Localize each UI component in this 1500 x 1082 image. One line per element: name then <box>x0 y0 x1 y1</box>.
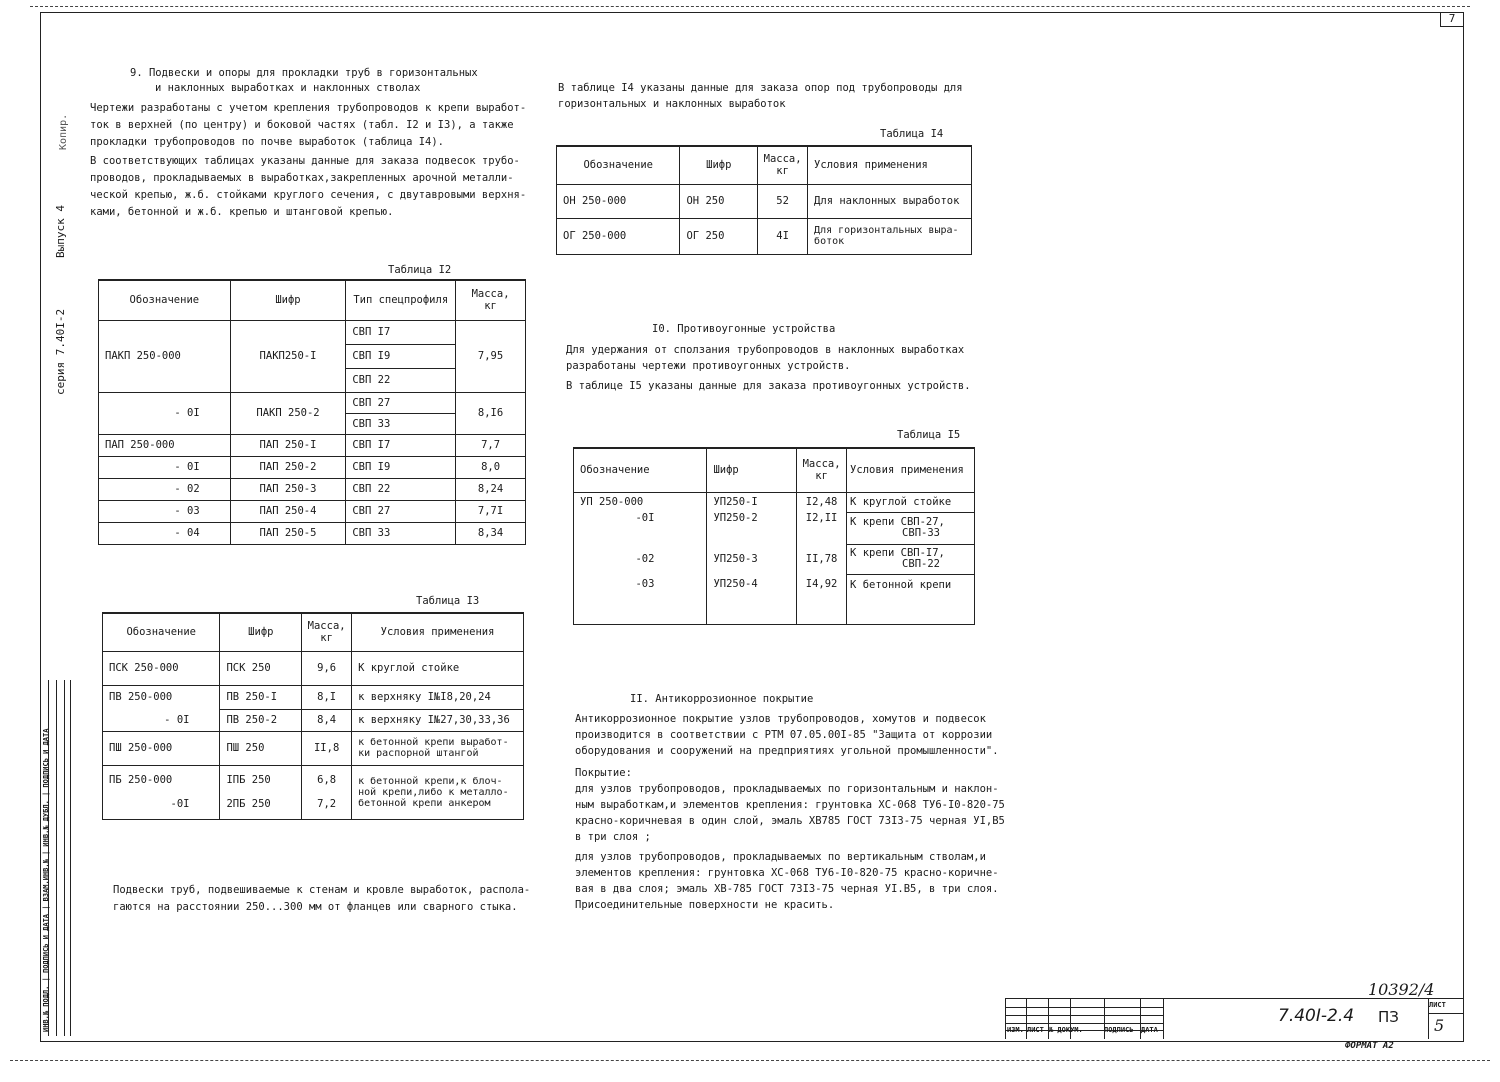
stamp-header-sheet: ЛИСТ <box>1027 1026 1044 1034</box>
t12-r5-designation: - 02 <box>99 478 231 500</box>
t12-r3-mass: 7,7 <box>456 434 526 456</box>
t15-header-designation: Обозначение <box>574 448 707 492</box>
t12-r2-profile-1: СВП 27 <box>346 392 456 413</box>
t13-r2-mass: 8,I <box>302 685 352 709</box>
t12-r2-designation: - 0I <box>99 392 231 434</box>
t14-r1-mass: 52 <box>758 184 808 218</box>
section-9-para1-line2: ток в верхней (по центру) и боковой частях (табл. I2 и I3), а также <box>90 119 514 131</box>
t14-r1-code: ОН 250 <box>680 184 758 218</box>
section-11-para1-line3: оборудования и сооружений на предприятиях угольной промышленности". <box>575 745 999 757</box>
section-9-para2-line3: ческой крепью, ж.б. стойками круглого сечения, с двутавровыми верхня- <box>90 189 527 201</box>
t13-r2-conditions: к верхняку I№I8,20,24 <box>352 685 524 709</box>
t15-r2-code: УП250-2 <box>707 512 797 544</box>
t12-r6-profile: СВП 27 <box>346 500 456 522</box>
section-9-para2-line4: ками, бетонной и ж.б. крепью и штанговой крепью. <box>90 206 394 218</box>
section-11-para1-line2: производится в соответствии с РТМ 07.05.00I-85 "Защита от коррозии <box>575 729 993 741</box>
hanger-note-line2: гаются на расстоянии 250...300 мм от фланцев или сварного стыка. <box>113 901 518 913</box>
t12-r1-profile-2: СВП I9 <box>346 344 456 368</box>
t13-r3-conditions: к верхняку I№27,30,33,36 <box>352 709 524 731</box>
t15-header-conditions: Условия применения <box>847 448 975 492</box>
t15-r2-cond-1: К крепи СВП-27, <box>850 516 945 528</box>
t12-r2-profile-2: СВП 33 <box>346 413 456 434</box>
t12-r6-designation: - 03 <box>99 500 231 522</box>
t12-r2-code: ПАКП 250-2 <box>230 392 346 434</box>
t12-r1-code: ПАКП250-I <box>230 320 346 392</box>
t13-header-code: Шифр <box>220 613 302 651</box>
section-9-para2-line2: проводов, прокладываемых в выработках,закрепленных арочной металли- <box>90 172 514 184</box>
t13-r4-mass: II,8 <box>302 731 352 765</box>
t13-header-mass: Масса, кг <box>302 613 352 651</box>
t15-r3-mass: II,78 <box>797 544 847 574</box>
section-11-para3-line1: для узлов трубопроводов, прокладываемых по вертикальным стволам,и <box>575 851 986 863</box>
table-14-intro-line1: В таблице I4 указаны данные для заказа опор под трубопроводы для <box>558 82 963 94</box>
section-10-para1-line1: Для удержания от сползания трубопроводов в наклонных выработках <box>566 344 965 356</box>
t13-r3-mass: 8,4 <box>302 709 352 731</box>
table-14 <box>556 145 972 255</box>
inventory-number: 10392/4 <box>1368 980 1435 999</box>
table-15 <box>573 447 975 625</box>
t13-r3-code: ПВ 250-2 <box>220 709 302 731</box>
t13-r5-code <box>220 765 302 819</box>
section-11-title: II. Антикоррозионное покрытие <box>630 693 814 705</box>
t12-header-designation: Обозначение <box>99 280 231 320</box>
t15-r1-designation: УП 250-000 <box>574 492 707 512</box>
t15-r3-designation: -02 <box>574 544 707 574</box>
table-15-caption: Таблица I5 <box>897 429 961 441</box>
top-trim-line <box>30 6 1470 7</box>
t13-r5-code-2: 2ПБ 250 <box>226 798 271 810</box>
t12-r7-mass: 8,34 <box>456 522 526 544</box>
t12-r1-profile-1: СВП I7 <box>346 320 456 344</box>
t12-r1-designation: ПАКП 250-000 <box>99 320 231 392</box>
t12-r4-code: ПАП 250-2 <box>230 456 346 478</box>
t13-r4-conditions <box>352 731 524 765</box>
table-14-caption: Таблица I4 <box>880 128 944 140</box>
t12-r5-mass: 8,24 <box>456 478 526 500</box>
t15-r3-cond-1: К крепи СВП-I7, <box>850 547 945 559</box>
t15-r3-code: УП250-3 <box>707 544 797 574</box>
left-series-label: серия 7.40I-2 <box>54 308 67 395</box>
t15-r3-conditions <box>847 544 975 574</box>
section-11-para3-line2: элементов крепления: грунтовка ХС-068 ТУ6-I0-820-75 красно-коричне- <box>575 867 999 879</box>
t15-r4-code: УП250-4 <box>707 574 797 624</box>
t13-r5-mass-2: 7,2 <box>317 798 337 810</box>
t15-r2-mass: I2,II <box>797 512 847 544</box>
t12-header-profile: Тип спецпрофиля <box>346 280 456 320</box>
bottom-trim-line <box>10 1060 1490 1061</box>
hanger-note-line1: Подвески труб, подвешиваемые к стенам и кровле выработок, распола- <box>113 884 531 896</box>
t13-r2-designation: ПВ 250-000 <box>103 685 220 709</box>
section-11-para3-line4: Присоединительные поверхности не красить. <box>575 899 835 911</box>
t15-r1-conditions: К круглой стойке <box>847 492 975 512</box>
section-11-para2-line3: красно-коричневая в один слой, эмаль ХВ785 ГОСТ 73I3-75 черная УI,В5 <box>575 815 1005 827</box>
t13-r2-code: ПВ 250-I <box>220 685 302 709</box>
t13-r5-conditions <box>352 765 524 819</box>
t12-r7-designation: - 04 <box>99 522 231 544</box>
section-9-title-line1: 9. Подвески и опоры для прокладки труб в горизонтальных <box>130 67 478 79</box>
stamp-header-date: ДАТА <box>1141 1026 1158 1034</box>
t15-r1-mass: I2,48 <box>797 492 847 512</box>
document-type: ПЗ <box>1378 1008 1399 1026</box>
t12-r4-mass: 8,0 <box>456 456 526 478</box>
t13-r1-designation: ПСК 250-000 <box>103 651 220 685</box>
format-label: ФОРМАТ А2 <box>1345 1041 1394 1051</box>
section-10-para1-line2: разработаны чертежи противоугонных устройств. <box>566 360 851 372</box>
stamp-header-docnum: № ДОКУМ. <box>1049 1026 1083 1034</box>
t14-r1-conditions: Для наклонных выработок <box>808 184 972 218</box>
t12-r7-profile: СВП 33 <box>346 522 456 544</box>
t15-r2-conditions <box>847 512 975 544</box>
t15-header-code: Шифр <box>707 448 797 492</box>
t12-r5-code: ПАП 250-3 <box>230 478 346 500</box>
t15-r1-code: УП250-I <box>707 492 797 512</box>
t14-header-code: Шифр <box>680 146 758 184</box>
t14-r2-cond-1: Для горизонтальных выра- <box>814 225 959 236</box>
t13-r5-cond-3: бетонной крепи анкером <box>358 797 491 809</box>
t12-r7-code: ПАП 250-5 <box>230 522 346 544</box>
t13-header-designation: Обозначение <box>103 613 220 651</box>
table-13-caption: Таблица I3 <box>416 595 480 607</box>
t15-r4-designation: -03 <box>574 574 707 624</box>
section-10-title: I0. Противоугонные устройства <box>652 323 836 335</box>
t15-r3-cond-2: СВП-22 <box>902 558 940 570</box>
section-10-para2: В таблице I5 указаны данные для заказа противоугонных устройств. <box>566 380 971 392</box>
t14-header-designation: Обозначение <box>557 146 680 184</box>
t13-r5-designation <box>103 765 220 819</box>
table-12-caption: Таблица I2 <box>388 264 452 276</box>
t12-r6-mass: 7,7I <box>456 500 526 522</box>
t12-r6-code: ПАП 250-4 <box>230 500 346 522</box>
section-9-title-line2: и наклонных выработках и наклонных стволах <box>155 82 421 94</box>
t14-r2-conditions <box>808 218 972 254</box>
left-copy-label: Копир. <box>58 113 69 150</box>
t13-r1-mass: 9,6 <box>302 651 352 685</box>
t15-header-mass: Масса, кг <box>797 448 847 492</box>
t15-r4-conditions: К бетонной крепи <box>847 574 975 624</box>
t13-r4-conditions-l1: к бетонной крепи выработ- <box>358 737 509 748</box>
t13-r4-code: ПШ 250 <box>220 731 302 765</box>
t12-r3-designation: ПАП 250-000 <box>99 434 231 456</box>
t12-r5-profile: СВП 22 <box>346 478 456 500</box>
t13-r1-conditions: К круглой стойке <box>352 651 524 685</box>
t13-r4-designation: ПШ 250-000 <box>103 731 220 765</box>
section-11-para2-line1: для узлов трубопроводов, прокладываемых по горизонтальным и наклон- <box>575 783 999 795</box>
corner-number-box: 7 <box>1440 12 1463 27</box>
sheet-number: 5 <box>1434 1016 1445 1035</box>
side-stamp-labels: ИНВ.№ ПОДЛ. | ПОДПИСЬ И ДАТА | ВЗАМ.ИНВ.№ | ИНВ.№ ДУБЛ. | ПОДПИСЬ И ДАТА <box>42 728 50 1032</box>
t12-header-mass: Масса, кг <box>456 280 526 320</box>
t14-r2-code: ОГ 250 <box>680 218 758 254</box>
t14-r2-mass: 4I <box>758 218 808 254</box>
t13-r1-code: ПСК 250 <box>220 651 302 685</box>
t14-header-conditions: Условия применения <box>808 146 972 184</box>
t12-r2-mass: 8,I6 <box>456 392 526 434</box>
sheet-label: ЛИСТ <box>1429 1001 1446 1009</box>
t13-r5-mass-1: 6,8 <box>317 774 337 786</box>
section-9-para1-line1: Чертежи разработаны с учетом крепления трубопроводов к крепи выработ- <box>90 102 527 114</box>
stamp-header-change: ИЗМ. <box>1007 1026 1024 1034</box>
table-12 <box>98 279 526 545</box>
t13-r4-conditions-l2: ки распорной штангой <box>358 748 479 759</box>
section-11-para3-line3: вая в два слоя; эмаль ХВ-785 ГОСТ 73I3-75 черная УI.В5, в три слоя. <box>575 883 999 895</box>
t13-header-conditions: Условия применения <box>352 613 524 651</box>
t13-r5-des-1: ПБ 250-000 <box>109 774 173 786</box>
t12-r4-designation: - 0I <box>99 456 231 478</box>
t12-r1-profile-3: СВП 22 <box>346 368 456 392</box>
section-11-para1-line1: Антикоррозионное покрытие узлов трубопроводов, хомутов и подвесок <box>575 713 986 725</box>
left-issue-label: Выпуск 4 <box>54 205 67 258</box>
t13-r5-cond-1: к бетонной крепи,к блоч- <box>358 775 503 787</box>
table-14-intro-line2: горизонтальных и наклонных выработок <box>558 98 786 110</box>
t14-r2-cond-2: боток <box>814 236 845 247</box>
t13-r3-designation: - 0I <box>103 709 220 731</box>
t14-header-mass: Масса, кг <box>758 146 808 184</box>
t12-r3-profile: СВП I7 <box>346 434 456 456</box>
t12-r1-mass: 7,95 <box>456 320 526 392</box>
t15-r4-mass: I4,92 <box>797 574 847 624</box>
t13-r5-cond-2: ной крепи,либо к металло- <box>358 786 509 798</box>
t15-r2-designation: -0I <box>574 512 707 544</box>
t12-r3-code: ПАП 250-I <box>230 434 346 456</box>
t15-r2-cond-2: СВП-33 <box>902 527 940 539</box>
t12-r4-profile: СВП I9 <box>346 456 456 478</box>
section-9-para1-line3: прокладки трубопроводов по почве выработок (таблица I4). <box>90 136 445 148</box>
section-11-para2-line4: в три слоя ; <box>575 831 651 843</box>
table-13 <box>102 612 524 820</box>
t13-r5-mass <box>302 765 352 819</box>
t14-r1-designation: ОН 250-000 <box>557 184 680 218</box>
section-9-para2-line1: В соответствующих таблицах указаны данные для заказа подвесок трубо- <box>90 155 520 167</box>
t12-header-code: Шифр <box>230 280 346 320</box>
t13-r5-code-1: IПБ 250 <box>226 774 271 786</box>
stamp-header-signature: ПОДПИСЬ <box>1104 1026 1134 1034</box>
section-11-para2-line2: ным выработкам,и элементов крепления: грунтовка ХС-068 ТУ6-I0-820-75 <box>575 799 1005 811</box>
t13-r5-des-2: -0I <box>170 798 190 810</box>
t14-r2-designation: ОГ 250-000 <box>557 218 680 254</box>
document-code: 7.40I-2.4 <box>1278 1006 1355 1026</box>
section-11-cover-label: Покрытие: <box>575 767 632 779</box>
